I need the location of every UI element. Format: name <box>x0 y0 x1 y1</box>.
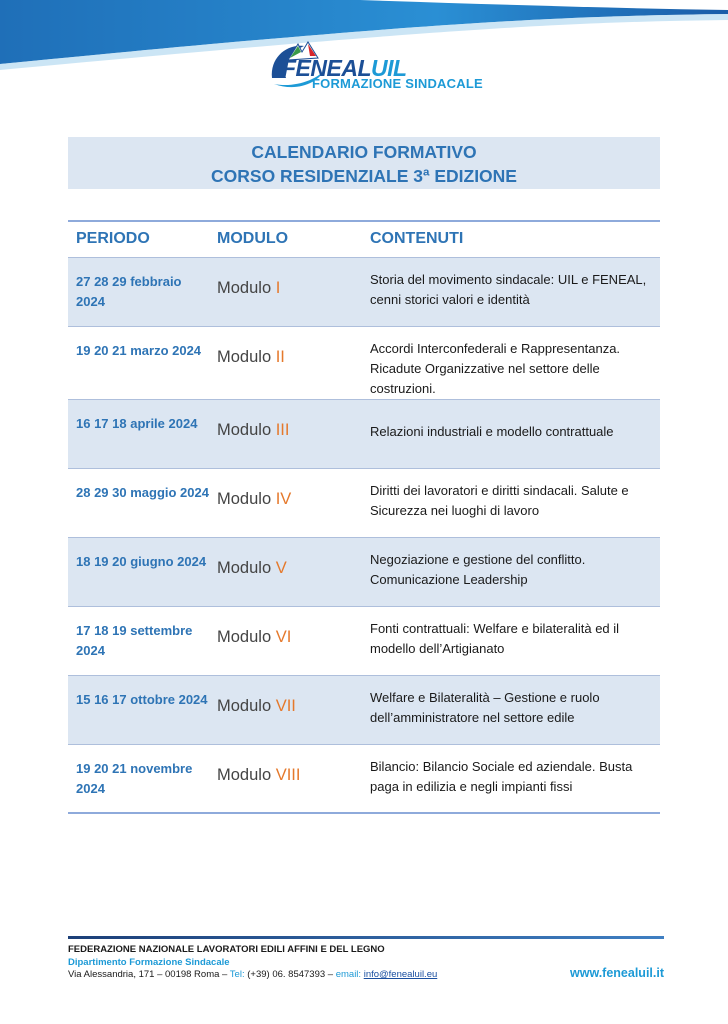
table-header-row <box>68 221 660 257</box>
row-module <box>209 468 362 537</box>
logo-name-uil: UIL <box>371 55 407 81</box>
footer-tel: (+39) 06. 8547393 – <box>244 969 336 980</box>
footer-organization: FEDERAZIONE NAZIONALE LAVORATORI EDILI AFFINI E DEL LEGNO <box>68 944 385 955</box>
table-row <box>68 606 660 675</box>
row-period: 19 20 21 novembre 2024 <box>68 744 209 813</box>
row-content: Accordi Interconfederali e Rappresentanza. Ricadute Organizzative nel settore delle costruzioni. <box>362 326 660 399</box>
module-number: IV <box>275 489 292 508</box>
row-module <box>209 606 362 675</box>
table-row <box>68 675 660 744</box>
module-number: V <box>275 558 287 577</box>
module-label: Modulo <box>217 765 272 784</box>
footer-address: Via Alessandria, 171 – 00198 Roma – <box>68 969 230 980</box>
row-period: 28 29 30 maggio 2024 <box>68 468 209 537</box>
row-content: Bilancio: Bilancio Sociale ed aziendale. Busta paga in edilizia e negli impianti fissi <box>362 744 660 813</box>
row-module <box>209 537 362 606</box>
row-period: 27 28 29 febbraio 2024 <box>68 257 209 326</box>
footer <box>68 944 664 982</box>
table-row <box>68 399 660 468</box>
row-content: Fonti contrattuali: Welfare e bilateralità ed il modello dell’Artigianato <box>362 606 660 675</box>
row-module <box>209 399 362 468</box>
row-content: Storia del movimento sindacale: UIL e FENEAL, cenni storici valori e identità <box>362 257 660 326</box>
module-label: Modulo <box>217 347 272 366</box>
module-label: Modulo <box>217 558 272 577</box>
table-row <box>68 326 660 399</box>
calendar-table <box>68 220 660 814</box>
page-subtitle: CORSO RESIDENZIALE 3ª EDIZIONE <box>211 166 517 186</box>
module-number: VI <box>275 627 292 646</box>
footer-divider <box>68 936 664 939</box>
title-box <box>68 137 660 189</box>
module-number: VIII <box>275 765 301 784</box>
module-label: Modulo <box>217 696 272 715</box>
module-number: II <box>275 347 285 366</box>
footer-website-link[interactable]: www.fenealuil.it <box>570 966 664 980</box>
page-title: CALENDARIO FORMATIVO <box>251 142 477 162</box>
row-content: Diritti dei lavoratori e diritti sindacali. Salute e Sicurezza nei luoghi di lavoro <box>362 468 660 537</box>
row-period: 18 19 20 giugno 2024 <box>68 537 209 606</box>
table-row <box>68 468 660 537</box>
module-number: III <box>275 420 290 439</box>
row-module <box>209 326 362 399</box>
row-period: 19 20 21 marzo 2024 <box>68 326 209 399</box>
module-number: I <box>275 278 281 297</box>
header-periodo: PERIODO <box>68 221 209 257</box>
logo-subtitle: FORMAZIONE SINDACALE <box>312 76 483 91</box>
row-period: 15 16 17 ottobre 2024 <box>68 675 209 744</box>
table-row <box>68 257 660 326</box>
table-row <box>68 537 660 606</box>
module-label: Modulo <box>217 420 272 439</box>
row-period: 17 18 19 settembre 2024 <box>68 606 209 675</box>
footer-tel-label: Tel: <box>229 969 245 980</box>
footer-email-link[interactable]: info@fenealuil.eu <box>363 969 438 980</box>
module-label: Modulo <box>217 627 272 646</box>
logo-name-feneal: FENEAL <box>282 55 371 81</box>
module-number: VII <box>275 696 296 715</box>
fenealuil-logo <box>268 38 488 96</box>
row-content: Relazioni industriali e modello contrattuale <box>362 399 660 468</box>
header-modulo: MODULO <box>209 221 362 257</box>
module-label: Modulo <box>217 489 272 508</box>
module-label: Modulo <box>217 278 272 297</box>
row-module <box>209 257 362 326</box>
row-content: Welfare e Bilateralità – Gestione e ruolo dell’amministratore nel settore edile <box>362 675 660 744</box>
row-module <box>209 744 362 813</box>
row-content: Negoziazione e gestione del conflitto. Comunicazione Leadership <box>362 537 660 606</box>
footer-email-label: email: <box>335 969 364 980</box>
footer-department: Dipartimento Formazione Sindacale <box>68 956 230 968</box>
row-module <box>209 675 362 744</box>
header-contenuti: CONTENUTI <box>362 221 660 257</box>
row-period: 16 17 18 aprile 2024 <box>68 399 209 468</box>
table-row <box>68 744 660 813</box>
